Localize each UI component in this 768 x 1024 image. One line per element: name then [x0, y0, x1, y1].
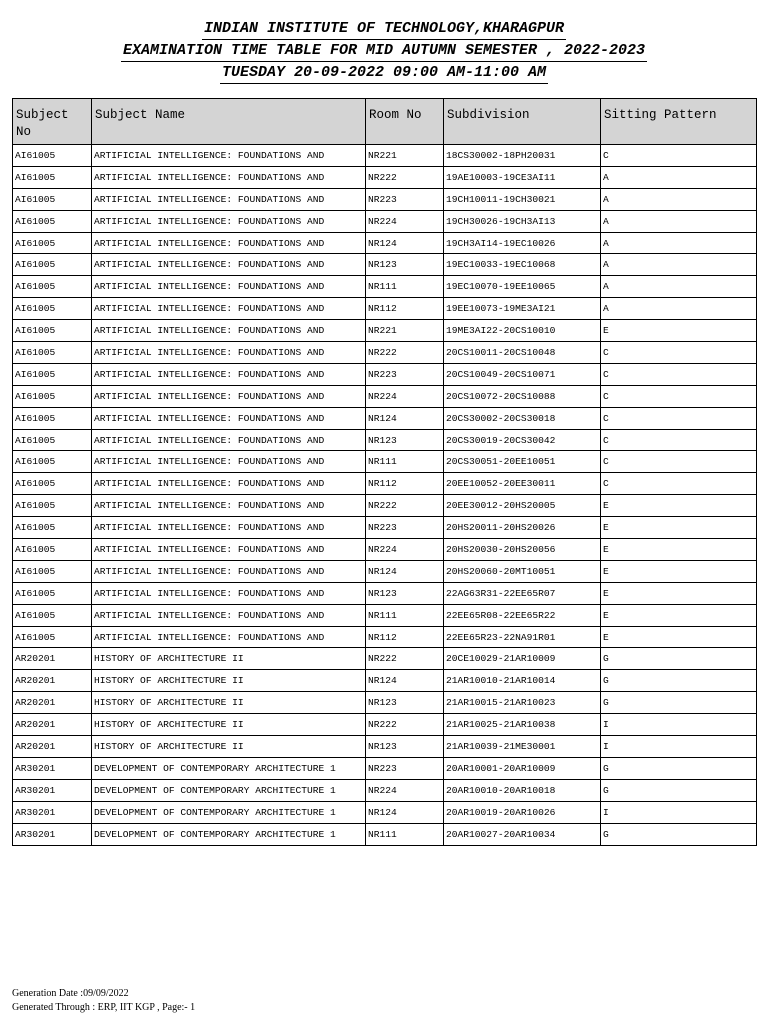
subject-name-cell: ARTIFICIAL INTELLIGENCE: FOUNDATIONS AND — [92, 539, 366, 561]
subject-no-cell: AI61005 — [13, 582, 92, 604]
room-no-cell: NR111 — [366, 276, 444, 298]
table-row — [13, 407, 757, 429]
room-no-cell: NR112 — [366, 473, 444, 495]
room-no-cell: NR111 — [366, 451, 444, 473]
subject-name-cell: ARTIFICIAL INTELLIGENCE: FOUNDATIONS AND — [92, 145, 366, 167]
sitting-pattern-cell: G — [601, 757, 757, 779]
timetable — [12, 98, 757, 846]
room-no-cell: NR124 — [366, 560, 444, 582]
subject-no-cell: AR30201 — [13, 757, 92, 779]
sitting-pattern-cell: G — [601, 670, 757, 692]
subject-name-cell: HISTORY OF ARCHITECTURE II — [92, 670, 366, 692]
subdivision-cell: 20HS20060-20MT10051 — [444, 560, 601, 582]
subdivision-cell: 19EE10073-19ME3AI21 — [444, 298, 601, 320]
subject-name-cell: ARTIFICIAL INTELLIGENCE: FOUNDATIONS AND — [92, 254, 366, 276]
table-row — [13, 648, 757, 670]
room-no-cell: NR112 — [366, 298, 444, 320]
sitting-pattern-cell: E — [601, 604, 757, 626]
table-row — [13, 823, 757, 845]
table-row — [13, 210, 757, 232]
sitting-pattern-cell: E — [601, 560, 757, 582]
subject-name-cell: ARTIFICIAL INTELLIGENCE: FOUNDATIONS AND — [92, 166, 366, 188]
subject-no-cell: AI61005 — [13, 407, 92, 429]
table-header-row — [13, 99, 757, 145]
sitting-pattern-cell: G — [601, 648, 757, 670]
subject-name-cell: HISTORY OF ARCHITECTURE II — [92, 692, 366, 714]
subject-name-cell: DEVELOPMENT OF CONTEMPORARY ARCHITECTURE 1 — [92, 779, 366, 801]
subject-name-cell: ARTIFICIAL INTELLIGENCE: FOUNDATIONS AND — [92, 451, 366, 473]
subdivision-cell: 19CH3AI14-19EC10026 — [444, 232, 601, 254]
subject-no-cell: AI61005 — [13, 385, 92, 407]
table-row — [13, 254, 757, 276]
subject-no-cell: AR30201 — [13, 823, 92, 845]
sitting-pattern-cell: A — [601, 232, 757, 254]
room-no-cell: NR222 — [366, 166, 444, 188]
col-room-no: Room No — [366, 99, 444, 145]
room-no-cell: NR224 — [366, 385, 444, 407]
sitting-pattern-cell: C — [601, 363, 757, 385]
subject-no-cell: AR30201 — [13, 801, 92, 823]
sitting-pattern-cell: E — [601, 582, 757, 604]
subdivision-cell: 20AR10027-20AR10034 — [444, 823, 601, 845]
subject-name-cell: DEVELOPMENT OF CONTEMPORARY ARCHITECTURE 1 — [92, 757, 366, 779]
table-row — [13, 714, 757, 736]
subject-no-cell: AI61005 — [13, 429, 92, 451]
subdivision-cell: 19EC10070-19EE10065 — [444, 276, 601, 298]
subject-name-cell: ARTIFICIAL INTELLIGENCE: FOUNDATIONS AND — [92, 298, 366, 320]
subject-no-cell: AI61005 — [13, 210, 92, 232]
subdivision-cell: 18CS30002-18PH20031 — [444, 145, 601, 167]
subdivision-cell: 19EC10033-19EC10068 — [444, 254, 601, 276]
subdivision-cell: 19ME3AI22-20CS10010 — [444, 320, 601, 342]
footer — [12, 987, 195, 1015]
sitting-pattern-cell: C — [601, 145, 757, 167]
table-row — [13, 451, 757, 473]
sitting-pattern-cell: E — [601, 320, 757, 342]
subject-name-cell: ARTIFICIAL INTELLIGENCE: FOUNDATIONS AND — [92, 232, 366, 254]
institute-title: INDIAN INSTITUTE OF TECHNOLOGY,KHARAGPUR — [202, 18, 566, 40]
subject-no-cell: AI61005 — [13, 276, 92, 298]
subject-no-cell: AR30201 — [13, 779, 92, 801]
subdivision-cell: 20AR10010-20AR10018 — [444, 779, 601, 801]
room-no-cell: NR223 — [366, 517, 444, 539]
subdivision-cell: 21AR10039-21ME30001 — [444, 736, 601, 758]
room-no-cell: NR222 — [366, 648, 444, 670]
table-row — [13, 429, 757, 451]
subdivision-cell: 21AR10010-21AR10014 — [444, 670, 601, 692]
table-row — [13, 560, 757, 582]
subject-name-cell: ARTIFICIAL INTELLIGENCE: FOUNDATIONS AND — [92, 626, 366, 648]
subject-no-cell: AI61005 — [13, 560, 92, 582]
sitting-pattern-cell: C — [601, 451, 757, 473]
subdivision-cell: 20CS30002-20CS30018 — [444, 407, 601, 429]
subdivision-cell: 20CS30019-20CS30042 — [444, 429, 601, 451]
subdivision-cell: 22EE65R08-22EE65R22 — [444, 604, 601, 626]
subdivision-cell: 20CE10029-21AR10009 — [444, 648, 601, 670]
subject-no-cell: AI61005 — [13, 232, 92, 254]
subject-name-cell: ARTIFICIAL INTELLIGENCE: FOUNDATIONS AND — [92, 429, 366, 451]
subject-name-cell: ARTIFICIAL INTELLIGENCE: FOUNDATIONS AND — [92, 495, 366, 517]
subject-name-cell: ARTIFICIAL INTELLIGENCE: FOUNDATIONS AND — [92, 342, 366, 364]
room-no-cell: NR221 — [366, 320, 444, 342]
subject-no-cell: AI61005 — [13, 363, 92, 385]
sitting-pattern-cell: E — [601, 495, 757, 517]
room-no-cell: NR111 — [366, 823, 444, 845]
subdivision-cell: 20HS20011-20HS20026 — [444, 517, 601, 539]
subdivision-cell: 20AR10001-20AR10009 — [444, 757, 601, 779]
col-sitting-pattern: Sitting Pattern — [601, 99, 757, 145]
subject-no-cell: AI61005 — [13, 188, 92, 210]
subject-name-cell: ARTIFICIAL INTELLIGENCE: FOUNDATIONS AND — [92, 188, 366, 210]
exam-title: EXAMINATION TIME TABLE FOR MID AUTUMN SEMESTER , 2022-2023 — [121, 40, 647, 62]
subject-name-cell: HISTORY OF ARCHITECTURE II — [92, 714, 366, 736]
table-row — [13, 473, 757, 495]
generated-through: Generated Through : ERP, IIT KGP , Page:- 1 — [12, 1002, 196, 1013]
room-no-cell: NR222 — [366, 495, 444, 517]
table-row — [13, 736, 757, 758]
subject-name-cell: ARTIFICIAL INTELLIGENCE: FOUNDATIONS AND — [92, 210, 366, 232]
room-no-cell: NR112 — [366, 626, 444, 648]
table-row — [13, 385, 757, 407]
subject-name-cell: ARTIFICIAL INTELLIGENCE: FOUNDATIONS AND — [92, 604, 366, 626]
subject-no-cell: AI61005 — [13, 604, 92, 626]
subject-name-cell: DEVELOPMENT OF CONTEMPORARY ARCHITECTURE 1 — [92, 823, 366, 845]
sitting-pattern-cell: C — [601, 407, 757, 429]
room-no-cell: NR124 — [366, 407, 444, 429]
subdivision-cell: 20CS10049-20CS10071 — [444, 363, 601, 385]
room-no-cell: NR224 — [366, 210, 444, 232]
table-row — [13, 670, 757, 692]
sitting-pattern-cell: C — [601, 429, 757, 451]
subdivision-cell: 21AR10025-21AR10038 — [444, 714, 601, 736]
sitting-pattern-cell: G — [601, 692, 757, 714]
sitting-pattern-cell: A — [601, 276, 757, 298]
sitting-pattern-cell: E — [601, 539, 757, 561]
room-no-cell: NR123 — [366, 582, 444, 604]
room-no-cell: NR124 — [366, 232, 444, 254]
room-no-cell: NR222 — [366, 714, 444, 736]
room-no-cell: NR223 — [366, 363, 444, 385]
subdivision-cell: 20EE10052-20EE30011 — [444, 473, 601, 495]
subdivision-cell: 20AR10019-20AR10026 — [444, 801, 601, 823]
sitting-pattern-cell: E — [601, 517, 757, 539]
subdivision-cell: 19CH30026-19CH3AI13 — [444, 210, 601, 232]
subject-name-cell: ARTIFICIAL INTELLIGENCE: FOUNDATIONS AND — [92, 407, 366, 429]
subdivision-cell: 20EE30012-20HS20005 — [444, 495, 601, 517]
subdivision-cell: 20CS10072-20CS10088 — [444, 385, 601, 407]
subject-name-cell: ARTIFICIAL INTELLIGENCE: FOUNDATIONS AND — [92, 517, 366, 539]
table-row — [13, 779, 757, 801]
subdivision-cell: 19AE10003-19CE3AI11 — [444, 166, 601, 188]
table-row — [13, 188, 757, 210]
sitting-pattern-cell: I — [601, 801, 757, 823]
subdivision-cell: 22AG63R31-22EE65R07 — [444, 582, 601, 604]
col-subject-no: Subject No — [13, 99, 92, 145]
table-row — [13, 692, 757, 714]
table-row — [13, 363, 757, 385]
sitting-pattern-cell: A — [601, 298, 757, 320]
table-row — [13, 604, 757, 626]
subject-name-cell: ARTIFICIAL INTELLIGENCE: FOUNDATIONS AND — [92, 560, 366, 582]
subject-no-cell: AI61005 — [13, 145, 92, 167]
room-no-cell: NR123 — [366, 736, 444, 758]
subject-name-cell: HISTORY OF ARCHITECTURE II — [92, 648, 366, 670]
sitting-pattern-cell: C — [601, 385, 757, 407]
subject-no-cell: AI61005 — [13, 451, 92, 473]
subject-no-cell: AR20201 — [13, 648, 92, 670]
room-no-cell: NR124 — [366, 801, 444, 823]
subject-name-cell: ARTIFICIAL INTELLIGENCE: FOUNDATIONS AND — [92, 363, 366, 385]
subject-no-cell: AR20201 — [13, 692, 92, 714]
sitting-pattern-cell: C — [601, 342, 757, 364]
sitting-pattern-cell: G — [601, 779, 757, 801]
col-subdivision: Subdivision — [444, 99, 601, 145]
sitting-pattern-cell: A — [601, 210, 757, 232]
subject-name-cell: ARTIFICIAL INTELLIGENCE: FOUNDATIONS AND — [92, 320, 366, 342]
subject-no-cell: AI61005 — [13, 298, 92, 320]
subdivision-cell: 20CS10011-20CS10048 — [444, 342, 601, 364]
subject-no-cell: AI61005 — [13, 495, 92, 517]
generation-date: Generation Date :09/09/2022 — [12, 988, 129, 999]
room-no-cell: NR223 — [366, 757, 444, 779]
room-no-cell: NR123 — [366, 254, 444, 276]
subject-no-cell: AI61005 — [13, 473, 92, 495]
table-row — [13, 166, 757, 188]
subject-no-cell: AI61005 — [13, 517, 92, 539]
table-row — [13, 495, 757, 517]
sitting-pattern-cell: C — [601, 473, 757, 495]
col-subject-name: Subject Name — [92, 99, 366, 145]
sitting-pattern-cell: A — [601, 188, 757, 210]
exam-date-time: TUESDAY 20-09-2022 09:00 AM-11:00 AM — [220, 62, 548, 84]
subject-name-cell: ARTIFICIAL INTELLIGENCE: FOUNDATIONS AND — [92, 385, 366, 407]
sitting-pattern-cell: E — [601, 626, 757, 648]
subject-name-cell: DEVELOPMENT OF CONTEMPORARY ARCHITECTURE 1 — [92, 801, 366, 823]
room-no-cell: NR223 — [366, 188, 444, 210]
table-row — [13, 517, 757, 539]
subject-no-cell: AR20201 — [13, 714, 92, 736]
subject-name-cell: HISTORY OF ARCHITECTURE II — [92, 736, 366, 758]
room-no-cell: NR123 — [366, 429, 444, 451]
sitting-pattern-cell: A — [601, 166, 757, 188]
sitting-pattern-cell: G — [601, 823, 757, 845]
room-no-cell: NR123 — [366, 692, 444, 714]
room-no-cell: NR124 — [366, 670, 444, 692]
subject-name-cell: ARTIFICIAL INTELLIGENCE: FOUNDATIONS AND — [92, 582, 366, 604]
subdivision-cell: 20CS30051-20EE10051 — [444, 451, 601, 473]
table-row — [13, 342, 757, 364]
subdivision-cell: 21AR10015-21AR10023 — [444, 692, 601, 714]
room-no-cell: NR111 — [366, 604, 444, 626]
subject-no-cell: AI61005 — [13, 166, 92, 188]
room-no-cell: NR221 — [366, 145, 444, 167]
subject-no-cell: AR20201 — [13, 736, 92, 758]
room-no-cell: NR224 — [366, 779, 444, 801]
table-row — [13, 145, 757, 167]
subject-name-cell: ARTIFICIAL INTELLIGENCE: FOUNDATIONS AND — [92, 276, 366, 298]
sitting-pattern-cell: I — [601, 714, 757, 736]
subject-no-cell: AI61005 — [13, 342, 92, 364]
table-row — [13, 320, 757, 342]
subject-no-cell: AI61005 — [13, 254, 92, 276]
table-row — [13, 757, 757, 779]
table-row — [13, 582, 757, 604]
subdivision-cell: 19CH10011-19CH30021 — [444, 188, 601, 210]
subject-no-cell: AI61005 — [13, 320, 92, 342]
room-no-cell: NR222 — [366, 342, 444, 364]
subdivision-cell: 22EE65R23-22NA91R01 — [444, 626, 601, 648]
subject-no-cell: AI61005 — [13, 626, 92, 648]
table-body — [13, 145, 757, 846]
subject-name-cell: ARTIFICIAL INTELLIGENCE: FOUNDATIONS AND — [92, 473, 366, 495]
table-row — [13, 539, 757, 561]
subdivision-cell: 20HS20030-20HS20056 — [444, 539, 601, 561]
subject-no-cell: AI61005 — [13, 539, 92, 561]
table-row — [13, 801, 757, 823]
subject-no-cell: AR20201 — [13, 670, 92, 692]
document-header — [0, 18, 768, 84]
table-row — [13, 298, 757, 320]
table-row — [13, 232, 757, 254]
room-no-cell: NR224 — [366, 539, 444, 561]
sitting-pattern-cell: I — [601, 736, 757, 758]
sitting-pattern-cell: A — [601, 254, 757, 276]
table-row — [13, 276, 757, 298]
table-row — [13, 626, 757, 648]
